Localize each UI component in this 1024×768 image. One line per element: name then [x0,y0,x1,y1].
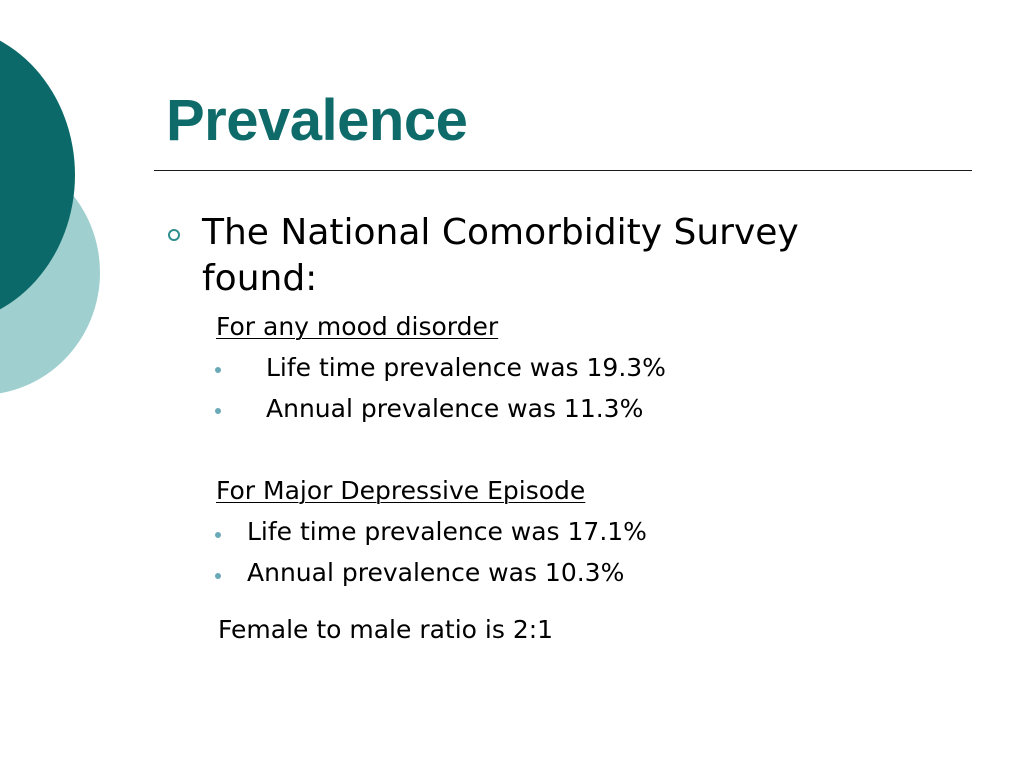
list-item: Annual prevalence was 11.3% [266,394,644,423]
section-heading-major-depressive: For Major Depressive Episode [216,476,586,505]
bullet-dot-icon [215,367,221,373]
main-bullet-text: The National Comorbidity Survey found: [202,212,799,299]
list-item: Life time prevalence was 19.3% [266,353,666,382]
bullet-dot-icon [215,532,221,538]
ratio-note: Female to male ratio is 2:1 [218,615,554,644]
hollow-circle-bullet-icon [168,229,180,241]
bullet-dot-icon [215,573,221,579]
list-item: Life time prevalence was 17.1% [247,517,647,546]
slide-title: Prevalence [166,88,468,153]
section-heading-mood-disorder: For any mood disorder [216,312,499,341]
title-divider [154,170,972,171]
list-item: Annual prevalence was 10.3% [247,558,625,587]
bullet-dot-icon [215,408,221,414]
